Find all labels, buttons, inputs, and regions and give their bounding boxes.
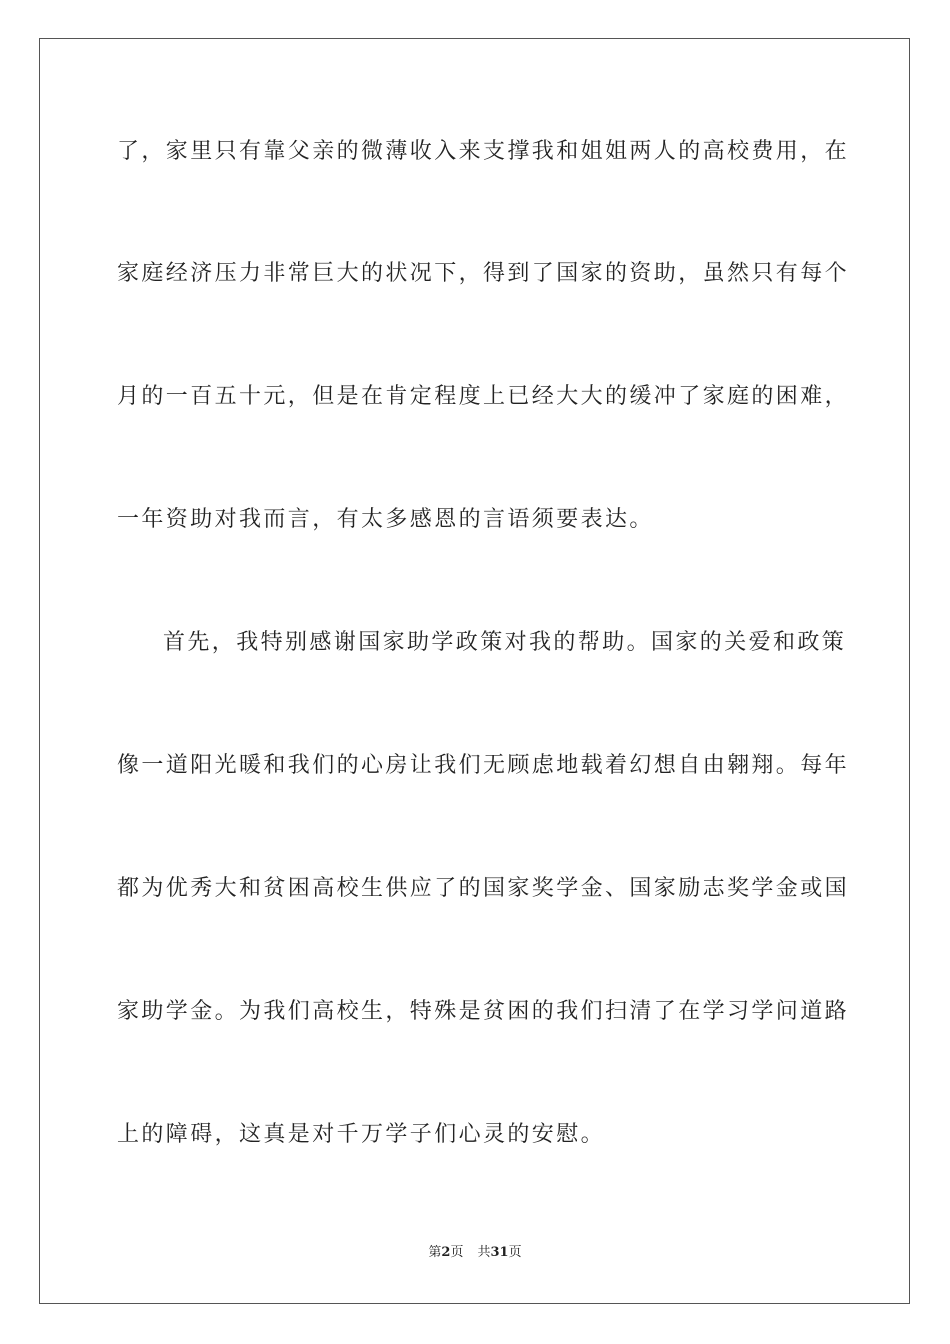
text-line: 家庭经济压力非常巨大的状况下，得到了国家的资助，虽然只有每个 <box>117 261 850 286</box>
page-unit: 页 <box>450 1245 464 1260</box>
text-line: 一年资助对我而言，有太多感恩的言语须要表达。 <box>117 507 654 532</box>
page-total: 31 <box>490 1245 509 1260</box>
page-footer <box>0 1244 950 1262</box>
text-line: 月的一百五十元，但是在肯定程度上已经大大的缓冲了家庭的困难， <box>117 384 850 409</box>
text-line: 上的障碍，这真是对千万学子们心灵的安慰。 <box>117 1122 606 1147</box>
total-unit: 页 <box>508 1245 522 1260</box>
text-line: 了，家里只有靠父亲的微薄收入来支撑我和姐姐两人的高校费用，在 <box>117 139 850 164</box>
text-line: 家助学金。为我们高校生，特殊是贫困的我们扫清了在学习学问道路 <box>117 999 850 1024</box>
paragraph-start-line: 首先，我特别感谢国家助学政策对我的帮助。国家的关爱和政策 <box>163 630 847 655</box>
page-number: 2 <box>441 1245 451 1260</box>
text-line: 都为优秀大和贫困高校生供应了的国家奖学金、国家励志奖学金或国 <box>117 876 850 901</box>
page-prefix: 第 <box>428 1245 442 1260</box>
total-prefix: 共 <box>477 1245 491 1260</box>
page-frame <box>39 38 910 1304</box>
text-line: 像一道阳光暖和我们的心房让我们无顾虑地载着幻想自由翱翔。每年 <box>117 753 850 778</box>
